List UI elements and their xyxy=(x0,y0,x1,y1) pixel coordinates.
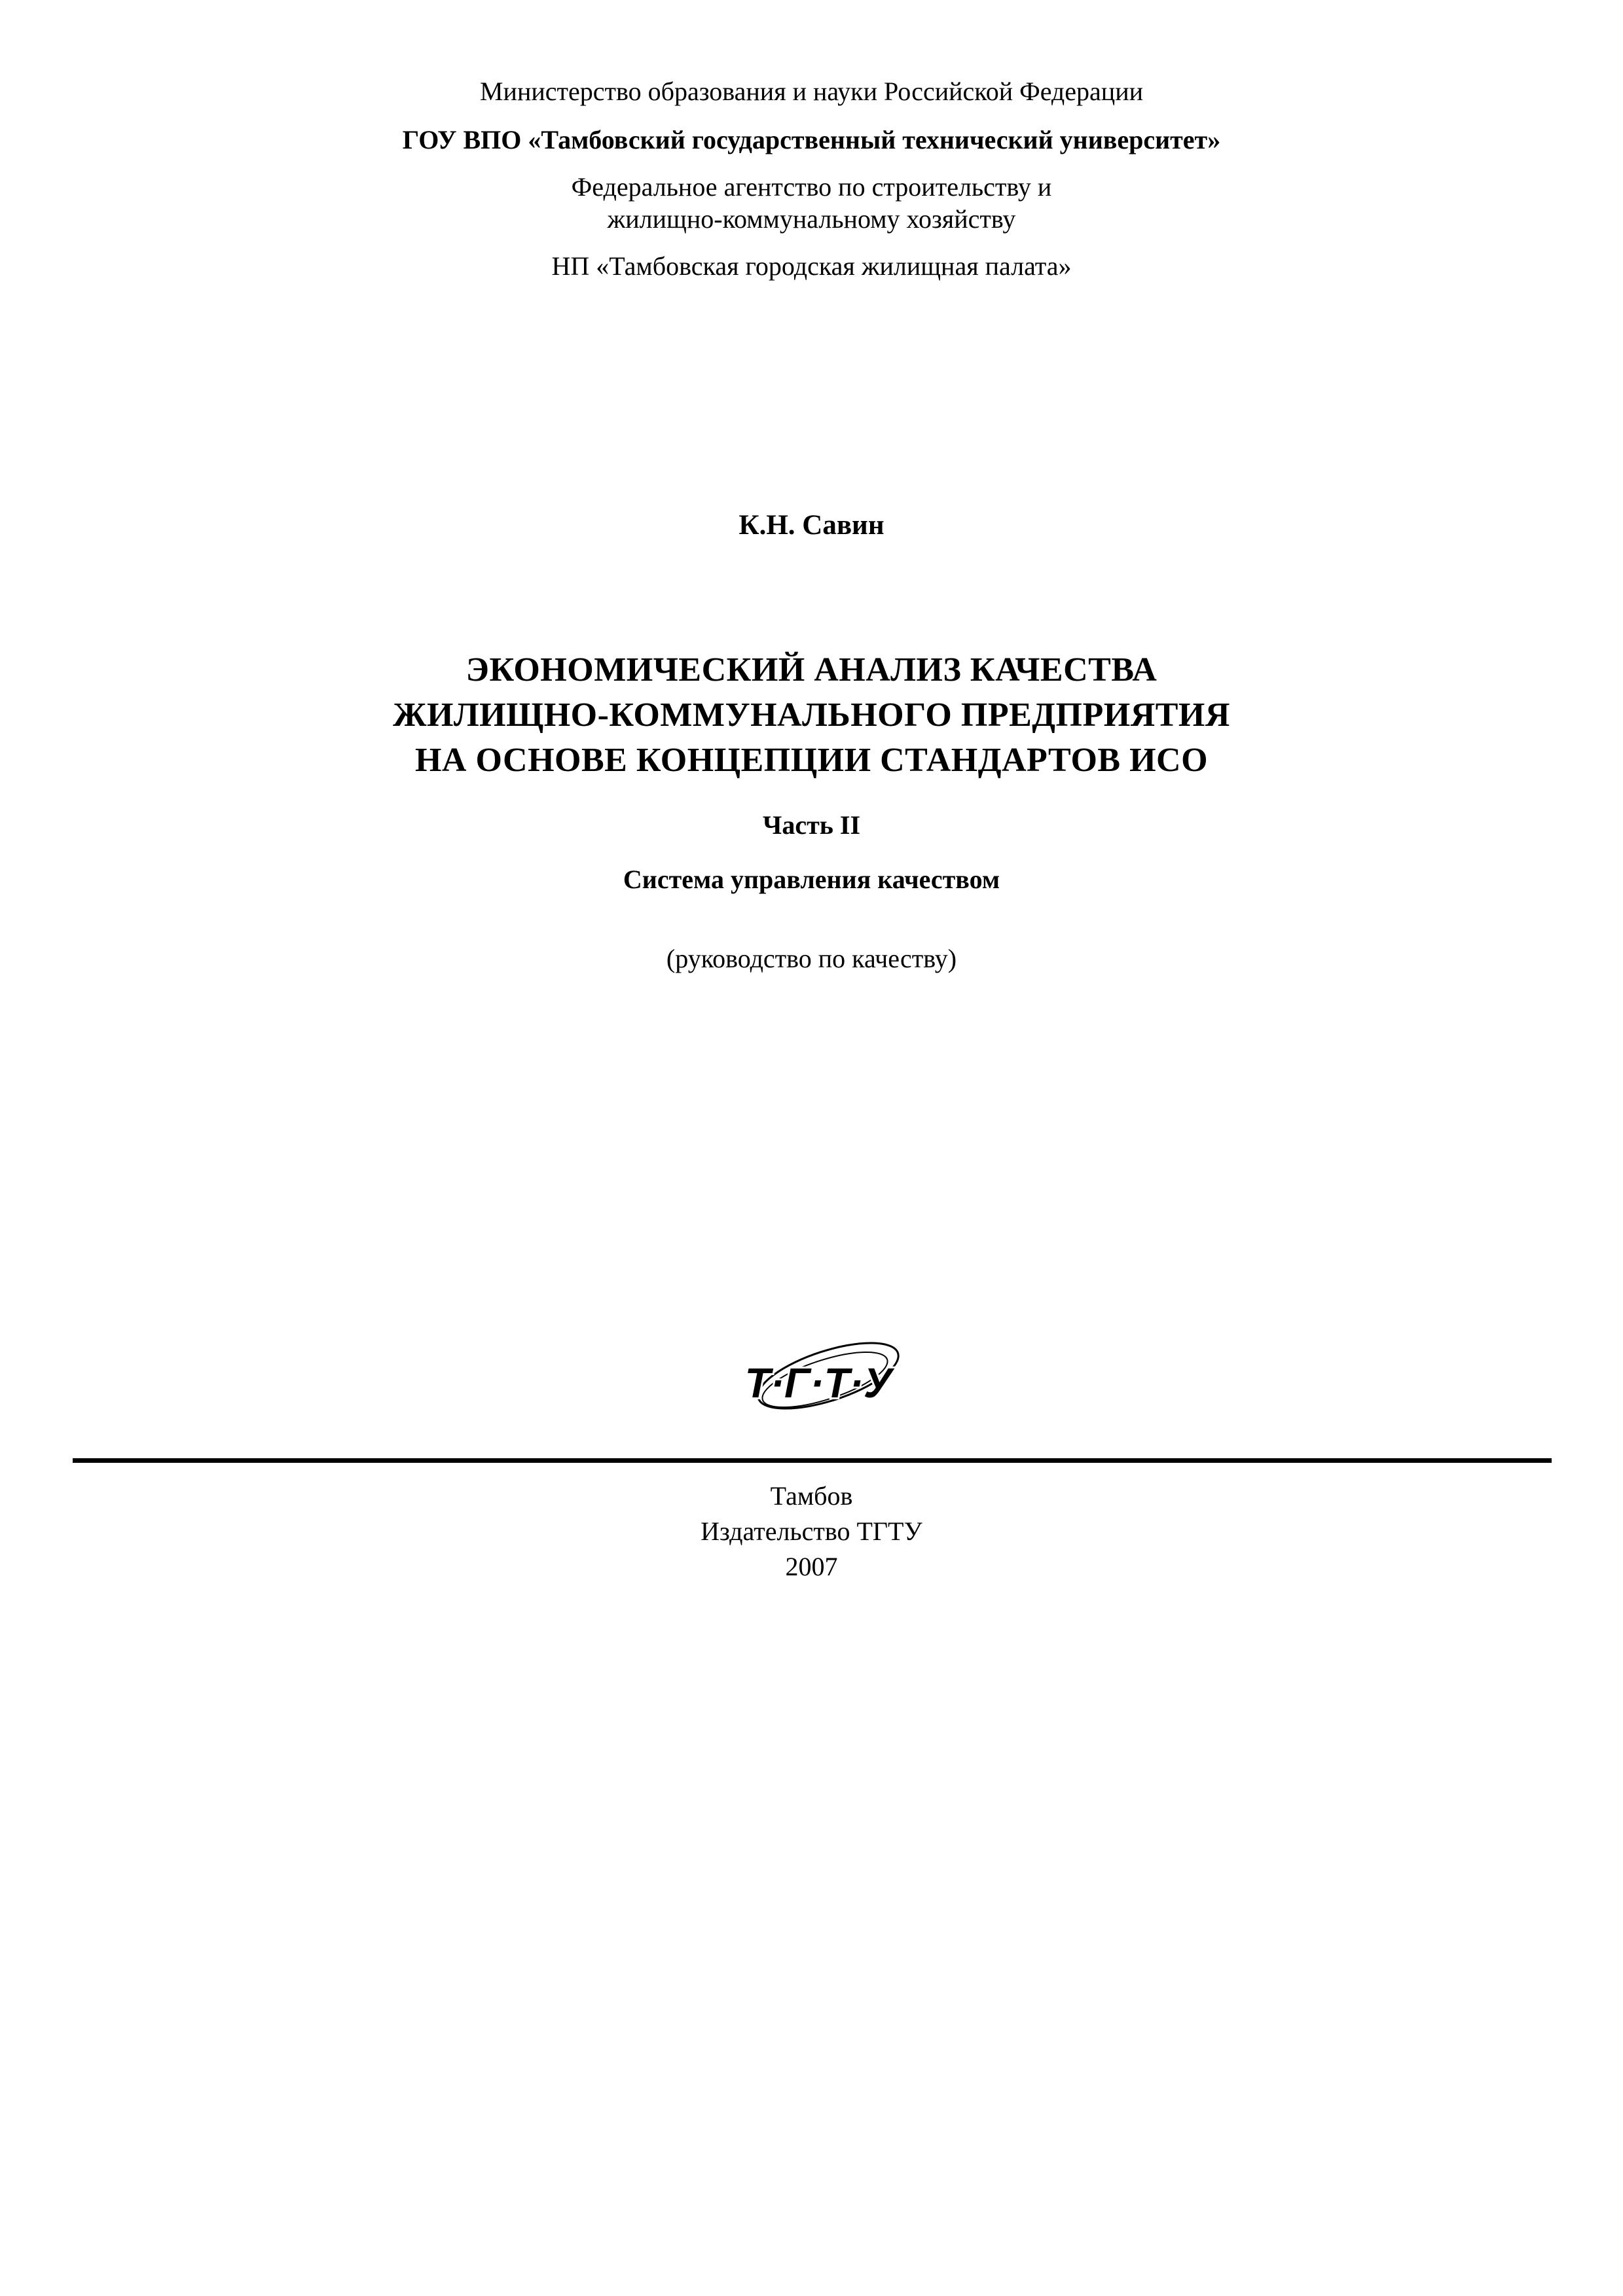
subtitle: Система управления качеством xyxy=(623,865,1000,894)
title-line-3: НА ОСНОВЕ КОНЦЕПЦИИ СТАНДАРТОВ ИСО xyxy=(414,742,1209,779)
publisher: Издательство ТГТУ xyxy=(701,1516,922,1546)
year: 2007 xyxy=(785,1552,838,1581)
horizontal-rule xyxy=(73,1458,1552,1463)
city: Тамбов xyxy=(770,1481,853,1511)
logo-text: Т·Г·Т·У xyxy=(744,1359,892,1407)
ministry-line: Министерство образования и науки Российской Федерации xyxy=(479,77,1144,106)
agency-line-2: жилищно-коммунальному хозяйству xyxy=(607,204,1016,234)
part-label: Часть II xyxy=(762,810,861,840)
agency-line-1: Федеральное агентство по строительству и xyxy=(571,172,1052,202)
tgtu-logo-icon xyxy=(733,1335,903,1420)
partner-line: НП «Тамбовская городская жилищная палата» xyxy=(551,251,1072,281)
author-name: К.Н. Савин xyxy=(739,510,884,541)
title-line-1: ЭКОНОМИЧЕСКИЙ АНАЛИЗ КАЧЕСТВА xyxy=(465,651,1158,689)
guide-note: (руководство по качеству) xyxy=(666,944,957,973)
university-line: ГОУ ВПО «Тамбовский государственный технический университет» xyxy=(402,125,1221,154)
title-line-2: ЖИЛИЩНО-КОММУНАЛЬНОГО ПРЕДПРИЯТИЯ xyxy=(393,696,1230,734)
